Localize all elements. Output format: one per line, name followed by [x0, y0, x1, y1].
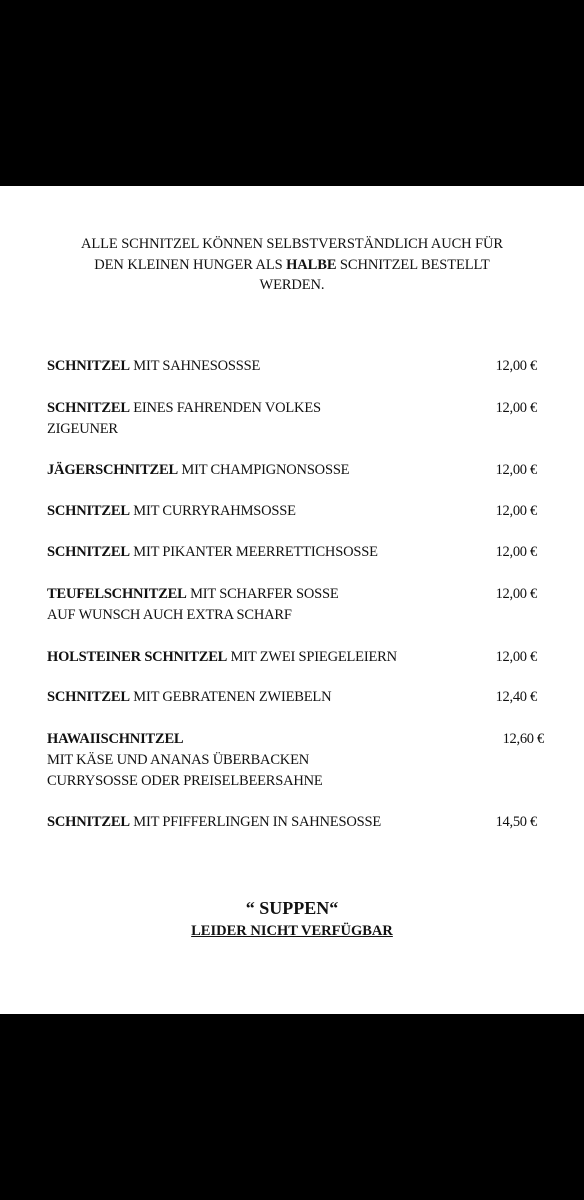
intro-line-2-bold: HALBE [286, 256, 337, 273]
menu-item-price: 12,00 € [495, 649, 537, 665]
menu-item [47, 647, 547, 668]
intro-note [40, 234, 544, 296]
menu-item-price: 12,00 € [495, 358, 537, 374]
menu-item-description: MIT PIKANTER MEERRETTICHSOSSE [129, 544, 378, 560]
menu-item-description: MIT PFIFFERLINGEN IN SAHNESOSSE [129, 814, 381, 830]
menu-item-bold-name: JÄGERSCHNITZEL [47, 462, 178, 478]
menu-item-bold-name: SCHNITZEL [47, 503, 130, 519]
menu-item-price: 12,60 € [502, 731, 544, 747]
menu-item-extra-line: ZIGEUNER [47, 421, 118, 437]
menu-item-description: MIT SCHARFER SOSSE [186, 586, 339, 602]
menu-item-title [47, 398, 547, 419]
soups-status: LEIDER NICHT VERFÜGBAR [191, 923, 393, 939]
menu-item-bold-name: TEUFELSCHNITZEL [47, 586, 187, 602]
menu-item-extra-line: AUF WUNSCH AUCH EXTRA SCHARF [47, 607, 292, 623]
menu-item-description: MIT ZWEI SPIEGELEIERN [227, 649, 397, 665]
menu-item [47, 398, 547, 440]
menu-page [0, 186, 584, 1014]
menu-item-title [47, 812, 547, 833]
menu-item-title [47, 647, 547, 668]
menu-item [47, 356, 547, 377]
menu-item-extra-line: MIT KÄSE UND ANANAS ÜBERBACKEN [47, 752, 310, 768]
menu-item-price: 14,50 € [495, 814, 537, 830]
menu-item-price: 12,00 € [495, 400, 537, 416]
menu-item [47, 501, 547, 522]
menu-item-title [47, 584, 547, 605]
menu-item-price: 12,40 € [495, 689, 537, 705]
menu-item-bold-name: SCHNITZEL [47, 689, 130, 705]
intro-line-2 [40, 255, 544, 276]
menu-item-price: 12,00 € [495, 586, 537, 602]
menu-item-title [47, 729, 547, 750]
menu-item [47, 729, 547, 792]
intro-line-3: WERDEN. [259, 277, 325, 293]
menu-item [47, 812, 547, 833]
menu-item-price: 12,00 € [495, 544, 537, 560]
menu-item-title [47, 460, 547, 481]
menu-item-title [47, 542, 547, 563]
menu-item-bold-name: HAWAIISCHNITZEL [47, 731, 184, 747]
menu-item [47, 584, 547, 626]
menu-item [47, 687, 547, 708]
menu-item [47, 460, 547, 481]
intro-line-2-start: DEN KLEINEN HUNGER ALS [94, 256, 287, 273]
menu-item-bold-name: SCHNITZEL [47, 544, 130, 560]
menu-item-extra-line: CURRYSOSSE ODER PREISELBEERSAHNE [47, 773, 323, 789]
menu-item-bold-name: SCHNITZEL [47, 814, 130, 830]
soups-heading: “ SUPPEN“ [245, 898, 339, 918]
menu-item-description: MIT CURRYRAHMSOSSE [129, 503, 296, 519]
menu-item-description: MIT SAHNESOSSSE [129, 358, 261, 374]
menu-item-bold-name: SCHNITZEL [47, 400, 130, 416]
menu-item-price: 12,00 € [495, 503, 537, 519]
intro-line-1: ALLE SCHNITZEL KÖNNEN SELBSTVERSTÄNDLICH AUCH FÜR [81, 236, 503, 252]
menu-item-title [47, 501, 547, 522]
menu-item-description: EINES FAHRENDEN VOLKES [129, 400, 321, 416]
menu-item-title [47, 356, 547, 377]
menu-item-price: 12,00 € [495, 462, 537, 478]
menu-item-description: MIT CHAMPIGNONSOSSE [177, 462, 350, 478]
menu-item-description: MIT GEBRATENEN ZWIEBELN [129, 689, 332, 705]
menu-item-bold-name: HOLSTEINER SCHNITZEL [47, 649, 228, 665]
menu-item-bold-name: SCHNITZEL [47, 358, 130, 374]
intro-line-2-end: SCHNITZEL BESTELLT [336, 256, 490, 273]
menu-item [47, 542, 547, 563]
menu-item-title [47, 687, 547, 708]
